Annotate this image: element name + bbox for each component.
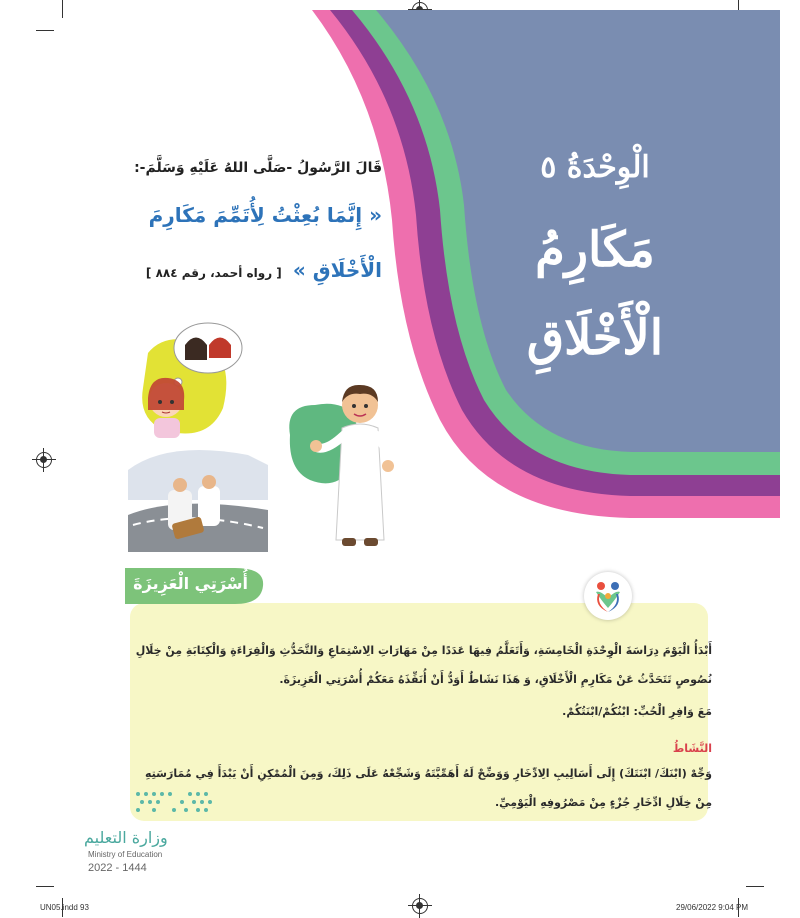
unit-label: الْوِحْدَةُ ٥ [540,150,650,185]
hadith-line2: الْأَخْلَاقِ » [292,258,382,282]
crop-mark [36,30,54,31]
crop-mark [36,886,54,887]
activity-line1: وَجِّهْ (ابْنَكَ/ ابْنَتَكَ) إِلَى أَسَالِيبِ الِادِّخَارِ وَوَضِّحْ لَهُ أَهَمِّيَّتَهُ وَشَجِّعْهُ عَلَى ذَلِكَ، وَمِنَ الْمُمْكِنِ أَنْ يَبْدَأَ فِي مُمَارَسَتِهِ [145,767,712,780]
activity-label: النَّشَاطُ [672,742,712,755]
letter-paragraph-line1: أَبْدَأُ الْيَوْمَ دِرَاسَةَ الْوِحْدَةِ الْخَامِسَةِ، وَأَتَعَلَّمُ فِيهَا عَدَدًا مِنْ مَهَارَاتِ الِاسْتِمَاعِ وَالتَّحَدُّثِ وَالْقِرَاءَةِ وَالْكِتَابَةِ مِنْ خِلَالِ [135,644,712,657]
activity-line2: مِنْ خِلَالِ ادِّخَارِ جُزْءٍ مِنْ مَصْرُوفِهِ الْيَوْمِيِّ. [494,796,712,809]
thought-bubble [174,323,242,373]
letter-signoff: مَعَ وَافِرِ الْحُبِّ: ابْنُكُمْ/ابْنَتُكُمْ. [562,705,712,718]
registration-mark-icon [36,452,52,468]
boy-presenting-illustration [280,380,410,552]
hadith-line2-row [146,258,382,282]
crop-mark [62,0,63,18]
hadith-line1: « إِنَّمَا بُعِثْتُ لِأُتَمِّمَ مَكَارِمَ [148,203,382,227]
letter-paragraph-line2: نُصُوصٍ تَتَحَدَّثُ عَنْ مَكَارِمِ الْأَخْلَاقِ، وَ هَذَا نَشَاطٌ أَوَدُّ أَنْ أُنَفِّذَهُ مَعَكُمْ أُسْرَتِي الْعَزِيزَةَ. [279,673,712,686]
print-file-slug: UN05.indd 93 [40,903,89,912]
hadith-intro: قَالَ الرَّسُولُ -صَلَّى اللهُ عَلَيْهِ وَسَلَّمَ-: [134,160,382,176]
crop-mark [746,886,764,887]
hadith-citation: [ رواه أحمد، رقم ٨٨٤ ] [145,266,282,280]
ministry-name-english: Ministry of Education [88,850,163,859]
edition-year: 2022 - 1444 [88,862,147,874]
section-tab-label: أُسْرَتِي الْعَزِيزَةَ [133,574,248,593]
girl-thinking-illustration [138,318,268,443]
ministry-name-arabic: وزارة التعليم [84,828,168,847]
unit-title-line1: مَكَارِمُ [535,222,655,278]
print-datetime: 29/06/2022 9:04 PM [676,903,749,912]
registration-mark-icon [412,898,428,914]
unit-title-line2: الْأَخْلَاقِ [526,310,664,366]
family-icon [584,572,632,620]
ministry-logo-dots [130,788,220,822]
street-scene-illustration [128,440,268,552]
